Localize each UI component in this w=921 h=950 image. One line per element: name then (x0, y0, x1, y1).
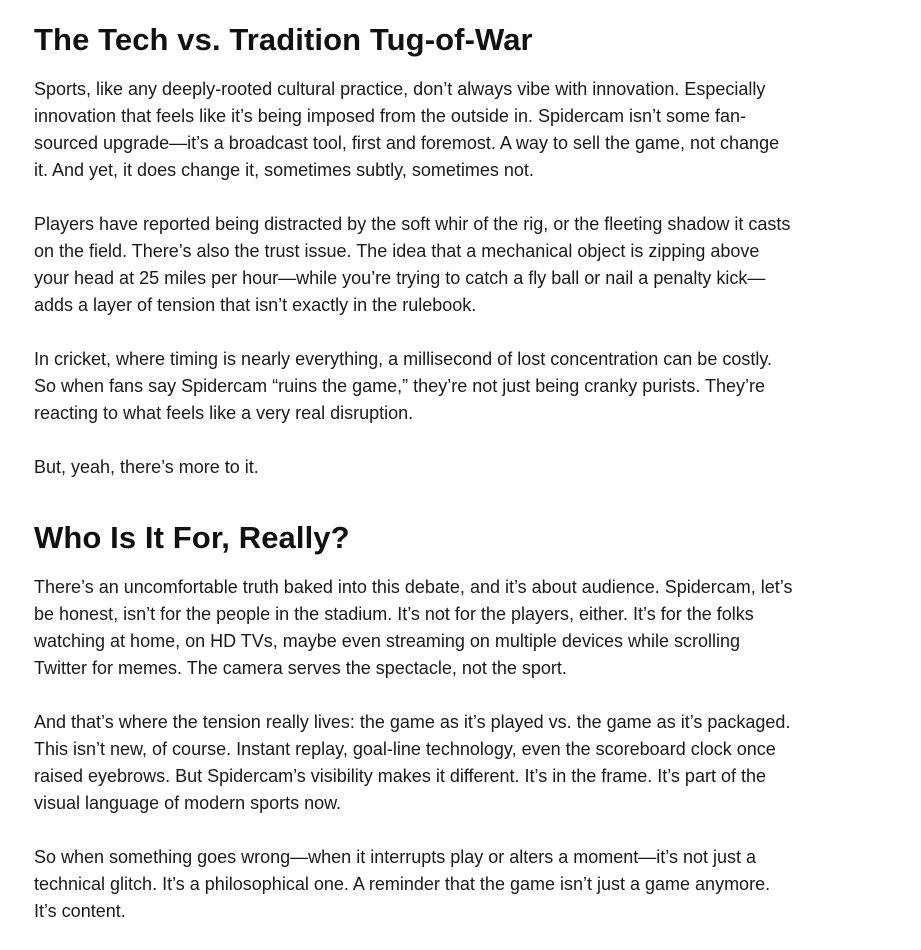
paragraph: Sports, like any deeply-rooted cultural practice, don’t always vibe with innovation. Especially innovation that feels like it’s being imposed from the outside in. Spidercam isn’t some fan-sourced upgrade—it’s a broadcast tool, first and foremost. A way to sell the game, not change it. And yet, it does change it, sometimes subtly, sometimes not. (34, 79, 780, 180)
paragraph: So when something goes wrong—when it interrupts play or alters a moment—it’s not just a technical glitch. It’s a philosophical one. A reminder that the game isn’t just a game anymore. It’s content. (34, 847, 771, 921)
paragraph: There’s an uncomfortable truth baked into this debate, and it’s about audience. Spidercam, let’s be honest, isn’t for the people in the stadium. It’s not for the players, either. It’s for the folks watching at home, on HD TVs, maybe even streaming on multiple devices while scrolling Twitter for memes. The camera serves the spectacle, not the sport. (34, 577, 793, 678)
paragraph: Players have reported being distracted by the soft whir of the rig, or the fleeting shadow it casts on the field. There’s also the trust issue. The idea that a mechanical object is zipping above your head at 25 miles per hour—while you’re trying to catch a fly ball or nail a penalty kick—adds a layer of tension that isn’t exactly in the rulebook. (34, 214, 791, 315)
section-who-is-it-for (34, 518, 794, 925)
section-tech-vs-tradition (34, 20, 794, 481)
paragraph: In cricket, where timing is nearly everything, a millisecond of lost concentration can be costly. So when fans say Spidercam “ruins the game,” they’re not just being cranky purists. They’re reacting to what feels like a very real disruption. (34, 349, 772, 423)
section-heading: The Tech vs. Tradition Tug-of-War (34, 22, 533, 57)
paragraph: But, yeah, there’s more to it. (34, 457, 259, 477)
paragraph: And that’s where the tension really lives: the game as it’s played vs. the game as it’s packaged. This isn’t new, of course. Instant replay, goal-line technology, even the scoreboard clock once raised eyebrows. But Spidercam’s visibility makes it different. It’s in the frame. It’s part of the visual language of modern sports now. (34, 712, 791, 813)
section-heading: Who Is It For, Really? (34, 520, 350, 555)
